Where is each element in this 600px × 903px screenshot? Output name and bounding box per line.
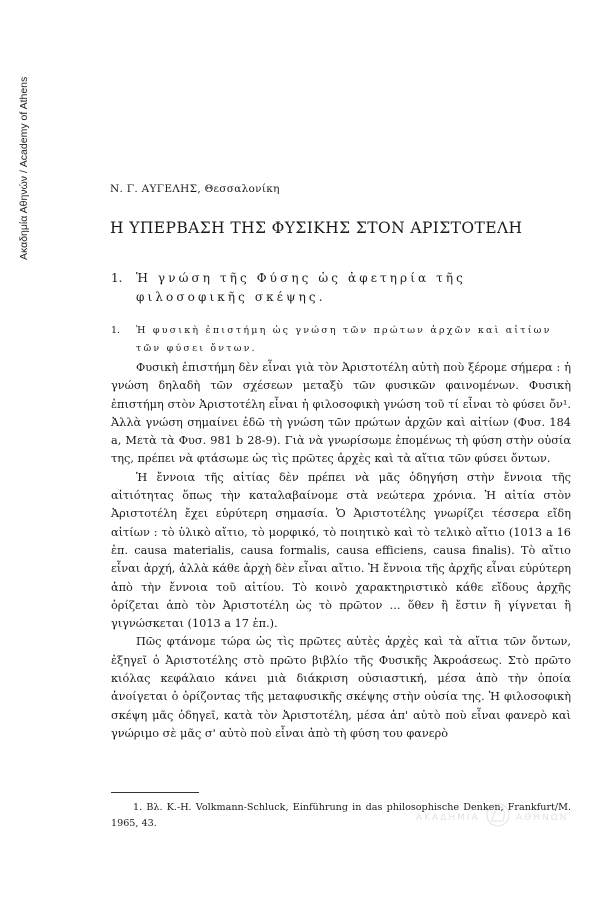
svg-text:ΑΚΑΔΗΜΙΑ: ΑΚΑΔΗΜΙΑ (416, 813, 480, 823)
subsection-number: 1. (111, 325, 121, 336)
subsection-heading (111, 322, 571, 358)
page-title: Η ΥΠΕΡΒΑΣΗ ΤΗΣ ΦΥΣΙΚΗΣ ΣΤΟΝ ΑΡΙΣΤΟΤΕΛΗ (110, 219, 523, 237)
subsection-heading-text: Ἡ φυσικὴ ἐπιστήμη ὡς γνώση τῶν πρώτων ἀρχῶν καὶ αἰτίων τῶν φύσει ὄντων. (136, 325, 552, 354)
side-label-text: Ακαδημία Αθηνών / Academy of Athens (18, 76, 30, 260)
author-line: Ν. Γ. ΑΥΓΕΛΗΣ, Θεσσαλονίκη (110, 183, 280, 195)
section-heading-text: Ἡ γνώση τῆς Φύσης ὡς ἀφετηρία τῆς φιλοσοφικῆς σκέψης. (136, 271, 466, 304)
body-text (111, 359, 571, 743)
paragraph-3: Πῶς φτάνομε τώρα ὡς τὶς πρῶτες αὐτὲς ἀρχὲς καὶ τὰ αἴτια τῶν ὄντων, ἐξηγεῖ ὁ Ἀριστοτέλης στὸ πρῶτο βιβλίο τῆς Φυσικῆς Ἀκροάσεως. Στὸ πρῶτο κιόλας κεφάλαιο κάνει μιὰ διάκριση οὐσιαστική, μέσα ἀπὸ τὴν ὁποία ἀνοίγεται ὁ ὁρίζοντας τῆς μεταφυσικῆς σκέψης στὴν οὐσία της. Ἡ φιλοσοφικὴ σκέψη μᾶς ὁδηγεῖ, κατὰ τὸν Ἀριστοτέλη, μέσα ἀπ' αὐτὸ ποὺ εἶναι φανερὸ καὶ γνώριμο σὲ μᾶς σ' αὐτὸ ποὺ εἶναι ἀπὸ τὴ φύση του φανερὸ (111, 635, 571, 740)
section-number: 1. (111, 271, 123, 285)
footnote-rule (111, 792, 199, 793)
academy-watermark-logo (414, 802, 582, 828)
footnote-text: 1. Βλ. K.-H. Volkmann-Schluck, Einführung in das philosophische Denken, Frankfurt/M. 1965, 43. (111, 802, 571, 829)
paragraph-1: Φυσικὴ ἐπιστήμη δὲν εἶναι γιὰ τὸν Ἀριστοτέλη αὐτὴ ποὺ ξέρομε σήμερα : ἡ γνώση δηλαδὴ τῶν σχέσεων μεταξὺ τῶν φυσικῶν φαινομένων. Φυσικὴ ἐπιστήμη στὸν Ἀριστοτέλη εἶναι ἡ φιλοσοφικὴ γνώση τοῦ τί εἶναι τὸ φύσει ὄν¹. Ἀλλὰ γνώση σημαίνει ἐδῶ τὴ γνώση τῶν πρώτων ἀρχῶν καὶ αἰτίων (Φυσ. 184 a, Μετὰ τὰ Φυσ. 981 b 28-9). Γιὰ νὰ γνωρίσωμε ἑπομένως τὴ φύση στὴν οὐσία της, πρέπει νὰ φτάσωμε ὡς τὶς πρῶτες ἀρχὲς καὶ τὰ αἴτια τῶν φύσει ὄντων. (111, 361, 571, 466)
paragraph-2: Ἡ ἔννοια τῆς αἰτίας δὲν πρέπει νὰ μᾶς ὁδηγήση στὴν ἔννοια τῆς αἰτιότητας ὅπως τὴν καταλαβαίνομε στὰ νεώτερα χρόνια. Ἡ αἰτία στὸν Ἀριστοτέλη ἔχει εὐρύτερη σημασία. Ὁ Ἀριστοτέλης γνωρίζει τέσσερα εἴδη αἰτίων : τὸ ὑλικὸ αἴτιο, τὸ μορφικό, τὸ ποιητικὸ καὶ τὸ τελικὸ αἴτιο (1013 a 16 ἑπ. causa materialis, causa formalis, causa efficiens, causa finalis). Τὸ αἴτιο εἶναι ἀρχή, ἀλλὰ κάθε ἀρχὴ δὲν εἶναι αἴτιο. Ἡ ἔννοια τῆς ἀρχῆς εἶναι εὐρύτερη ἀπὸ τὴν ἔννοια τοῦ αἰτίου. Τὸ κοινὸ χαρακτηριστικὸ κάθε εἴδους ἀρχῆς ὁρίζεται ἀπὸ τὸν Ἀριστοτέλη ὡς τὸ πρῶτον ... ὅθεν ἢ ἔστιν ἢ γίγνεται ἢ γιγνώσκεται (1013 a 17 ἑπ.). (111, 470, 571, 631)
svg-text:ΑΘΗΝΩΝ: ΑΘΗΝΩΝ (516, 813, 569, 823)
section-heading (111, 269, 571, 307)
side-label (18, 45, 32, 260)
